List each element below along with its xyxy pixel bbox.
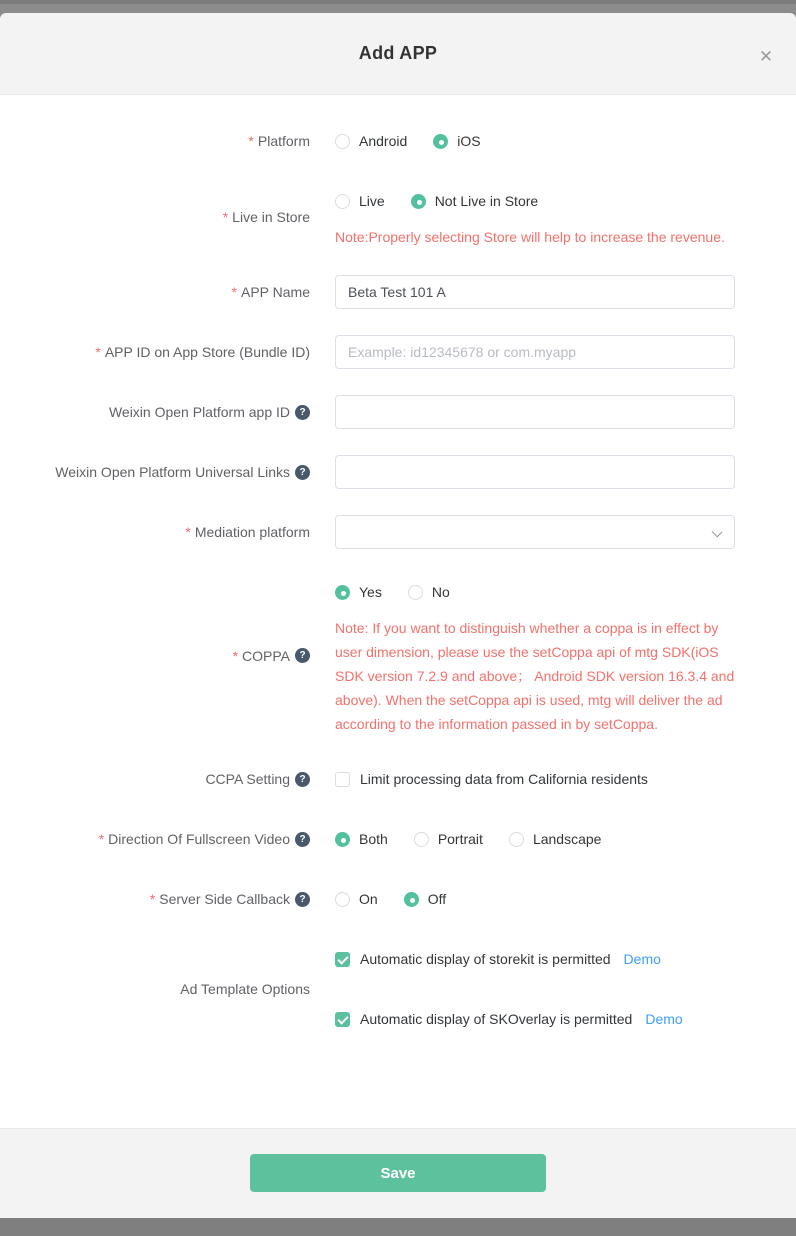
app-name-label-text: APP Name [241,284,310,300]
weixin-universal-links-input[interactable] [335,455,735,489]
direction-label-text: Direction Of Fullscreen Video [108,831,290,847]
weixin-universal-links-label-text: Weixin Open Platform Universal Links [55,464,290,480]
form-row-mediation-platform [0,515,796,549]
storekit-demo-link[interactable]: Demo [623,951,661,967]
radio-callback-on[interactable]: On [335,891,378,907]
form-row-weixin-app-id [0,395,796,429]
checkbox-checked-icon [335,952,350,967]
form-row-live-in-store [0,184,796,249]
required-asterisk: * [185,524,191,540]
radio-live[interactable]: Live [335,193,385,209]
checkbox-unchecked-icon [335,772,350,787]
page-backdrop-top [0,4,796,13]
modal-body [0,95,796,1128]
radio-selected-icon [404,892,419,907]
help-icon[interactable]: ? [295,772,310,787]
form-row-ccpa [0,762,796,796]
app-id-input[interactable] [335,335,735,369]
live-in-store-label [0,184,310,249]
checkbox-checked-icon [335,1012,350,1027]
coppa-label [0,575,310,736]
form-row-server-side-callback [0,882,796,916]
radio-unselected-icon [509,832,524,847]
radio-selected-icon [411,194,426,209]
form-row-weixin-universal-links [0,455,796,489]
radio-coppa-no[interactable]: No [408,584,450,600]
ad-template-options-label-text: Ad Template Options [180,981,310,997]
close-icon[interactable]: ✕ [754,45,778,69]
add-app-modal [0,13,796,1218]
ad-template-options-label [0,942,310,1036]
radio-selected-icon [335,585,350,600]
form-row-app-id [0,335,796,369]
required-asterisk: * [222,208,229,225]
weixin-universal-links-label [0,455,310,489]
radio-selected-icon [335,832,350,847]
app-id-label-text: APP ID on App Store (Bundle ID) [104,344,310,360]
radio-not-live-in-store[interactable]: Not Live in Store [411,193,539,209]
required-asterisk: * [98,831,105,847]
radio-direction-portrait[interactable]: Portrait [414,831,483,847]
app-name-input[interactable] [335,275,735,309]
mediation-platform-label [0,515,310,549]
radio-unselected-icon [335,134,350,149]
ccpa-label [0,762,310,796]
radio-unselected-icon [335,892,350,907]
radio-unselected-icon [408,585,423,600]
radio-coppa-yes[interactable]: Yes [335,584,382,600]
radio-selected-icon [433,134,448,149]
modal-header [0,13,796,95]
server-side-callback-label [0,882,310,916]
help-icon[interactable]: ? [295,405,310,420]
modal-footer [0,1128,796,1218]
skoverlay-checkbox[interactable]: Automatic display of SKOverlay is permitted [335,1011,632,1027]
help-icon[interactable]: ? [295,648,310,663]
radio-unselected-icon [335,194,350,209]
radio-direction-both[interactable]: Both [335,831,388,847]
live-in-store-note: Note:Properly selecting Store will help to increase the revenue. [335,229,725,245]
help-icon[interactable]: ? [295,465,310,480]
radio-direction-landscape[interactable]: Landscape [509,831,602,847]
form-row-coppa [0,575,796,736]
ccpa-label-text: CCPA Setting [205,771,290,787]
modal-title: Add APP [358,43,438,63]
radio-platform-android[interactable]: Android [335,133,407,149]
server-side-callback-label-text: Server Side Callback [159,891,290,907]
required-asterisk: * [149,891,156,907]
app-id-label [0,335,310,369]
radio-unselected-icon [414,832,429,847]
direction-label [0,822,310,856]
form-row-ad-template-options [0,942,796,1036]
help-icon[interactable]: ? [295,832,310,847]
required-asterisk: * [232,647,239,664]
form-row-app-name [0,275,796,309]
app-name-label [0,275,310,309]
coppa-label-text: COPPA [242,647,290,664]
page-backdrop-bottom [0,1218,796,1236]
save-button[interactable]: Save [250,1154,546,1192]
radio-platform-ios[interactable]: iOS [433,133,480,149]
storekit-checkbox[interactable]: Automatic display of storekit is permitted [335,951,611,967]
platform-label-text: Platform [257,133,310,149]
radio-callback-off[interactable]: Off [404,891,446,907]
help-icon[interactable]: ? [295,892,310,907]
mediation-platform-select[interactable] [335,515,735,549]
mediation-platform-label-text: Mediation platform [194,524,310,540]
required-asterisk: * [231,284,237,300]
skoverlay-demo-link[interactable]: Demo [645,1011,683,1027]
weixin-app-id-label [0,395,310,429]
required-asterisk: * [95,344,101,360]
form-row-platform [0,124,796,158]
platform-label [0,124,310,158]
weixin-app-id-input[interactable] [335,395,735,429]
coppa-note: Note: If you want to distinguish whether a coppa is in effect by user dimension, please use the setCoppa api of mtg SDK(iOS SDK version 7.2.9 and above； Android SDK version 16.3.4 and above). When the setCoppa api is used, mtg will deliver the ad according to the information passed in by setCoppa. [335,620,735,732]
ccpa-checkbox[interactable]: Limit processing data from California residents [335,771,648,787]
form-row-direction [0,822,796,856]
chevron-down-icon [712,527,723,538]
live-in-store-label-text: Live in Store [232,208,310,225]
weixin-app-id-label-text: Weixin Open Platform app ID [108,404,290,420]
required-asterisk: * [248,133,254,149]
